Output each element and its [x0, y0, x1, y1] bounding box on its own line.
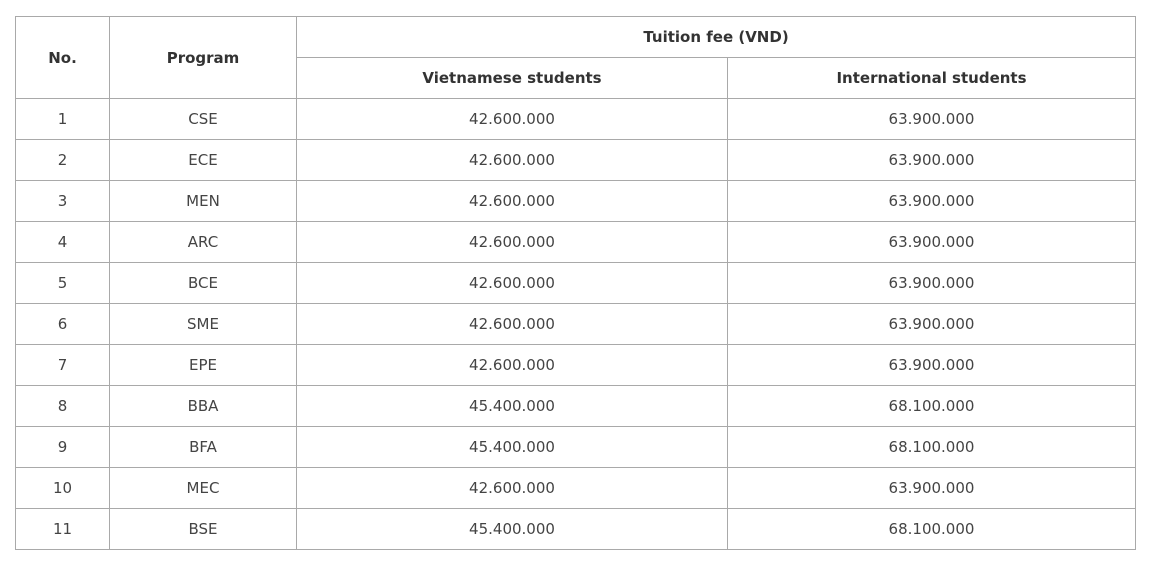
header-program: Program: [110, 17, 297, 99]
header-vietnamese-students: Vietnamese students: [297, 58, 728, 99]
cell-program: CSE: [110, 99, 297, 140]
table-row: [16, 304, 1136, 345]
cell-vietnamese-fee: 42.600.000: [297, 263, 728, 304]
table-row: [16, 181, 1136, 222]
cell-vietnamese-fee: 42.600.000: [297, 222, 728, 263]
cell-program: SME: [110, 304, 297, 345]
cell-vietnamese-fee: 42.600.000: [297, 181, 728, 222]
cell-program: BBA: [110, 386, 297, 427]
cell-international-fee: 68.100.000: [728, 509, 1136, 550]
cell-no: 3: [16, 181, 110, 222]
table-row: [16, 222, 1136, 263]
cell-no: 11: [16, 509, 110, 550]
cell-international-fee: 63.900.000: [728, 99, 1136, 140]
table-row: [16, 427, 1136, 468]
table-row: [16, 468, 1136, 509]
cell-international-fee: 63.900.000: [728, 263, 1136, 304]
cell-program: EPE: [110, 345, 297, 386]
cell-no: 7: [16, 345, 110, 386]
cell-no: 9: [16, 427, 110, 468]
cell-no: 2: [16, 140, 110, 181]
cut-off-text-line: [15, 559, 1155, 564]
cell-international-fee: 63.900.000: [728, 345, 1136, 386]
cell-international-fee: 63.900.000: [728, 181, 1136, 222]
table-row: [16, 263, 1136, 304]
table-header: [16, 17, 1136, 99]
cell-program: BSE: [110, 509, 297, 550]
cell-no: 5: [16, 263, 110, 304]
tuition-fee-table: [15, 16, 1136, 550]
header-tuition-fee: Tuition fee (VND): [297, 17, 1136, 58]
cell-program: ECE: [110, 140, 297, 181]
cell-program: BFA: [110, 427, 297, 468]
cell-vietnamese-fee: 42.600.000: [297, 345, 728, 386]
cell-international-fee: 63.900.000: [728, 222, 1136, 263]
cell-vietnamese-fee: 42.600.000: [297, 99, 728, 140]
cell-international-fee: 63.900.000: [728, 468, 1136, 509]
table-row: [16, 386, 1136, 427]
cell-international-fee: 68.100.000: [728, 427, 1136, 468]
cell-international-fee: 63.900.000: [728, 140, 1136, 181]
table-row: [16, 345, 1136, 386]
table-row: [16, 509, 1136, 550]
cell-vietnamese-fee: 42.600.000: [297, 304, 728, 345]
cell-no: 8: [16, 386, 110, 427]
cell-program: MEC: [110, 468, 297, 509]
cell-vietnamese-fee: 45.400.000: [297, 386, 728, 427]
cell-vietnamese-fee: 42.600.000: [297, 468, 728, 509]
cell-no: 4: [16, 222, 110, 263]
cell-vietnamese-fee: 45.400.000: [297, 509, 728, 550]
cell-no: 1: [16, 99, 110, 140]
header-row-top: [16, 17, 1136, 58]
header-no: No.: [16, 17, 110, 99]
cell-program: ARC: [110, 222, 297, 263]
cell-vietnamese-fee: 45.400.000: [297, 427, 728, 468]
header-international-students: International students: [728, 58, 1136, 99]
table-row: [16, 140, 1136, 181]
cell-international-fee: 68.100.000: [728, 386, 1136, 427]
cell-international-fee: 63.900.000: [728, 304, 1136, 345]
cell-no: 10: [16, 468, 110, 509]
cell-program: BCE: [110, 263, 297, 304]
table-body: [16, 99, 1136, 550]
cell-program: MEN: [110, 181, 297, 222]
cell-no: 6: [16, 304, 110, 345]
cell-vietnamese-fee: 42.600.000: [297, 140, 728, 181]
table-row: [16, 99, 1136, 140]
